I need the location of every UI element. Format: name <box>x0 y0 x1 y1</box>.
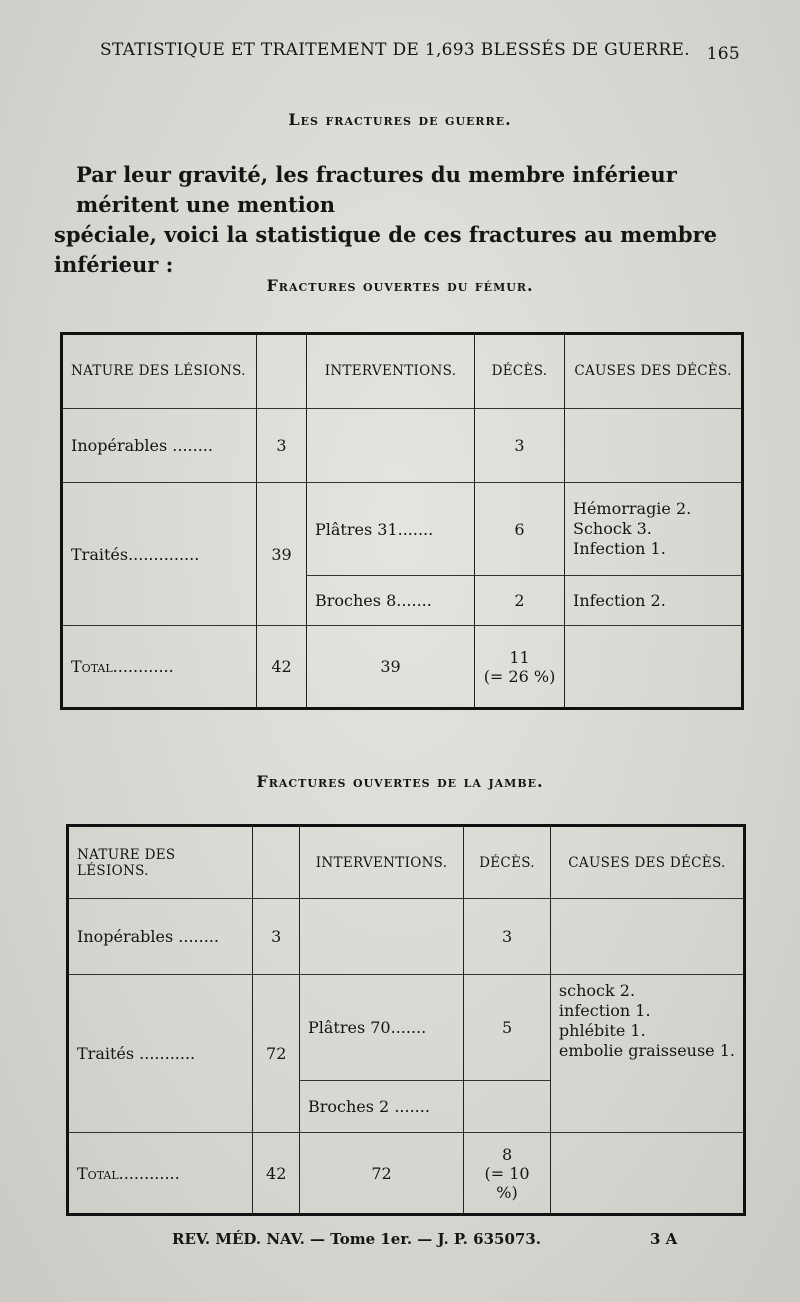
col-header-nature: NATURE DES LÉSIONS. <box>62 334 257 409</box>
cell-count: 39 <box>257 483 307 626</box>
cell-deces: 5 <box>464 974 551 1080</box>
cell-platres: Plâtres 70....... <box>299 974 463 1080</box>
table-row <box>62 483 743 576</box>
cell-deces <box>464 1133 551 1215</box>
table-row <box>68 899 745 974</box>
cell-count: 72 <box>253 974 300 1133</box>
cell-causes <box>565 408 743 483</box>
cell-deces: 2 <box>475 576 565 626</box>
cause-item: schock 2. <box>558 980 636 1000</box>
cell-interventions <box>307 408 475 483</box>
cause-item: phlébite 1. <box>558 1020 646 1040</box>
section-title: Les fractures de guerre. <box>288 110 512 129</box>
cell-deces: 3 <box>475 408 565 483</box>
table-row-total <box>68 1133 745 1215</box>
intro-line-2: spéciale, voici la statistique de ces fractures au membre inférieur : <box>54 222 718 277</box>
intro-line-1: Par leur gravité, les fractures du membre inférieur méritent une mention <box>76 162 677 217</box>
cell-causes <box>550 899 744 974</box>
cell-broches: Broches 8....... <box>307 576 475 626</box>
cell-deces <box>475 626 565 709</box>
cause-item: infection 1. <box>558 1000 651 1020</box>
total-deces: 11 <box>509 647 530 667</box>
cell-interventions <box>299 899 463 974</box>
cell-count: 42 <box>253 1133 300 1215</box>
row-label-total: Total............ <box>62 626 257 709</box>
table-femur <box>60 332 744 710</box>
cell-broches: Broches 2 ....... <box>299 1080 463 1133</box>
table-jambe <box>66 824 746 1216</box>
cell-causes <box>565 483 743 576</box>
page-number: 165 <box>706 44 740 64</box>
cell-count: 3 <box>253 899 300 974</box>
cause-item: embolie graisseuse 1. <box>558 1040 735 1060</box>
cause-item: Schock 3. <box>573 519 652 539</box>
cause-item: Infection 2. <box>573 590 666 610</box>
row-label-traites: Traités ........... <box>68 974 253 1133</box>
running-header <box>100 40 740 68</box>
total-pct: (= 26 %) <box>483 666 556 686</box>
col-header-interventions: INTERVENTIONS. <box>299 826 463 899</box>
cell-deces: 6 <box>475 483 565 576</box>
row-label-traites: Traités.............. <box>62 483 257 626</box>
total-deces: 8 <box>501 1144 513 1164</box>
cell-deces <box>464 1080 551 1133</box>
col-header-count <box>257 334 307 409</box>
col-header-interventions: INTERVENTIONS. <box>307 334 475 409</box>
cell-deces: 3 <box>464 899 551 974</box>
row-label-total: Total............ <box>68 1133 253 1215</box>
row-label-inoperables: Inopérables ........ <box>68 899 253 974</box>
row-label-inoperables: Inopérables ........ <box>62 408 257 483</box>
cell-count: 42 <box>257 626 307 709</box>
cell-causes <box>565 576 743 626</box>
col-header-deces: DÉCÈS. <box>475 334 565 409</box>
col-header-count <box>253 826 300 899</box>
col-header-deces: DÉCÈS. <box>464 826 551 899</box>
cell-platres: Plâtres 31....... <box>307 483 475 576</box>
total-pct: (= 10 %) <box>484 1163 530 1202</box>
table-row <box>68 974 745 1080</box>
table-row <box>62 408 743 483</box>
table-row-total <box>62 626 743 709</box>
signature-mark: 3 A <box>650 1230 678 1248</box>
cell-interventions: 72 <box>299 1133 463 1215</box>
table1-title: Fractures ouvertes du fémur. <box>266 276 534 295</box>
cause-item: Infection 1. <box>573 539 666 559</box>
intro-paragraph <box>54 160 770 280</box>
col-header-causes: CAUSES DES DÉCÈS. <box>565 334 743 409</box>
page-footer <box>0 1230 800 1254</box>
cell-count: 3 <box>257 408 307 483</box>
journal-reference: REV. MÉD. NAV. — Tome 1er. — J. P. 635073. <box>172 1230 541 1248</box>
cause-item: Hémorragie 2. <box>573 499 692 519</box>
cell-causes <box>550 974 744 1133</box>
table2-title: Fractures ouvertes de la jambe. <box>256 772 544 791</box>
col-header-nature: NATURE DES LÉSIONS. <box>68 826 253 899</box>
col-header-causes: CAUSES DES DÉCÈS. <box>550 826 744 899</box>
cell-causes <box>565 626 743 709</box>
cell-causes <box>550 1133 744 1215</box>
running-title: STATISTIQUE ET TRAITEMENT DE 1,693 BLESSÉS DE GUERRE. <box>100 40 690 60</box>
cell-interventions: 39 <box>307 626 475 709</box>
